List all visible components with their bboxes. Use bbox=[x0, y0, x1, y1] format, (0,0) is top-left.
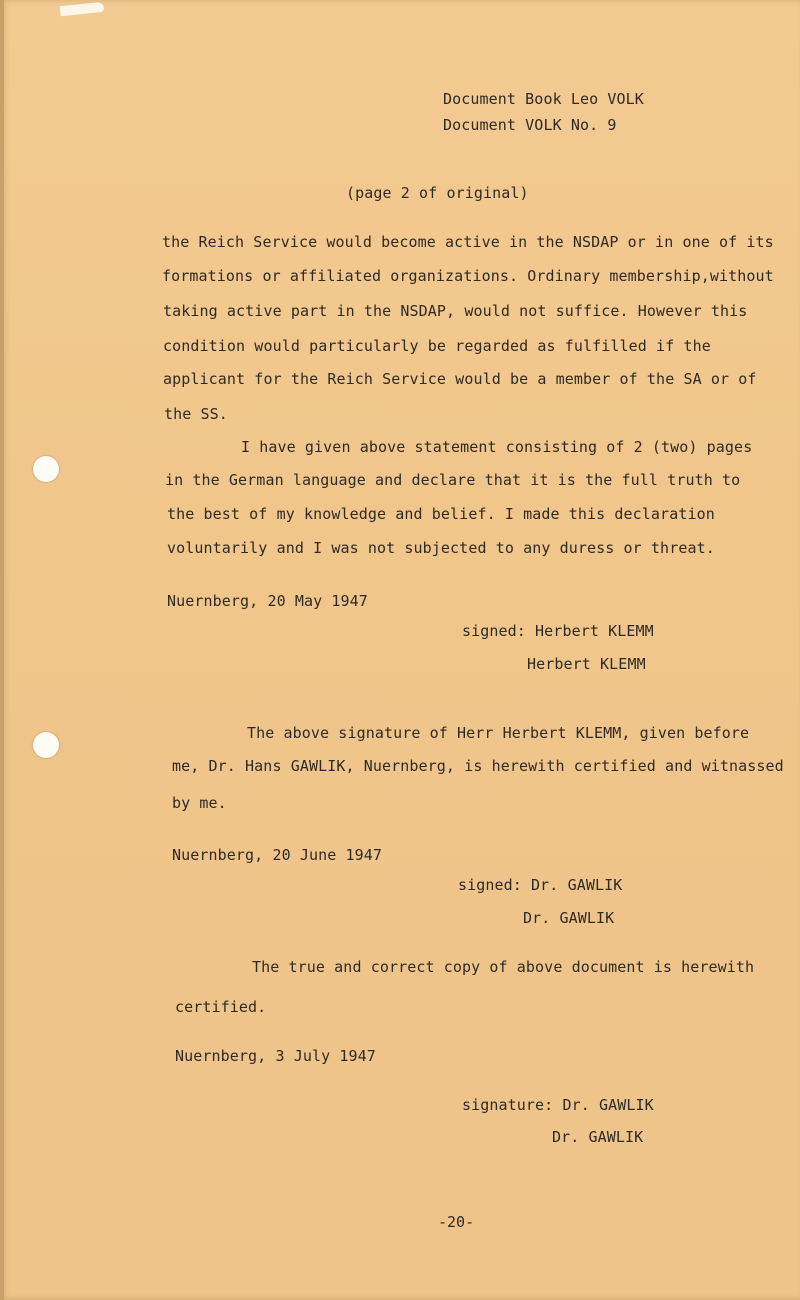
declaration-signed: signed: Herbert KLEMM bbox=[462, 622, 654, 640]
header-doc-no: Document VOLK No. 9 bbox=[443, 116, 617, 134]
copy-certification-line: The true and correct copy of above document is herewith bbox=[252, 958, 755, 976]
certification-signed: signed: Dr. GAWLIK bbox=[458, 876, 623, 894]
page-number: -20- bbox=[438, 1213, 475, 1231]
copy-certification-signature: signature: Dr. GAWLIK bbox=[462, 1096, 654, 1114]
copy-certification-line: certified. bbox=[175, 998, 267, 1016]
torn-corner bbox=[60, 2, 105, 17]
body-line: the SS. bbox=[164, 405, 228, 423]
body-line: I have given above statement consisting of 2 (two) pages bbox=[241, 438, 753, 456]
header-doc-book: Document Book Leo VOLK bbox=[443, 90, 644, 108]
body-line: the best of my knowledge and belief. I made this declaration bbox=[167, 505, 715, 523]
page-note: (page 2 of original) bbox=[346, 184, 529, 202]
body-line: taking active part in the NSDAP, would not suffice. However this bbox=[163, 302, 748, 320]
body-line: voluntarily and I was not subjected to any duress or threat. bbox=[167, 539, 715, 557]
copy-certification-place-date: Nuernberg, 3 July 1947 bbox=[175, 1047, 376, 1065]
certification-line: by me. bbox=[172, 794, 227, 812]
declaration-name: Herbert KLEMM bbox=[527, 655, 646, 673]
body-line: condition would particularly be regarded as fulfilled if the bbox=[163, 337, 711, 355]
punch-hole bbox=[33, 456, 59, 482]
certification-name: Dr. GAWLIK bbox=[523, 909, 615, 927]
declaration-place-date: Nuernberg, 20 May 1947 bbox=[167, 592, 368, 610]
body-line: applicant for the Reich Service would be a member of the SA or of bbox=[163, 370, 757, 388]
punch-hole bbox=[33, 732, 59, 758]
copy-certification-name: Dr. GAWLIK bbox=[552, 1128, 644, 1146]
certification-line: me, Dr. Hans GAWLIK, Nuernberg, is herewith certified and witnassed bbox=[172, 757, 784, 775]
body-line: formations or affiliated organizations. Ordinary membership,without bbox=[162, 267, 774, 285]
body-line: in the German language and declare that it is the full truth to bbox=[165, 471, 741, 489]
body-line: the Reich Service would become active in the NSDAP or in one of its bbox=[162, 233, 774, 251]
page-edge bbox=[0, 0, 4, 1300]
certification-place-date: Nuernberg, 20 June 1947 bbox=[172, 846, 383, 864]
certification-line: The above signature of Herr Herbert KLEMM, given before bbox=[247, 724, 750, 742]
